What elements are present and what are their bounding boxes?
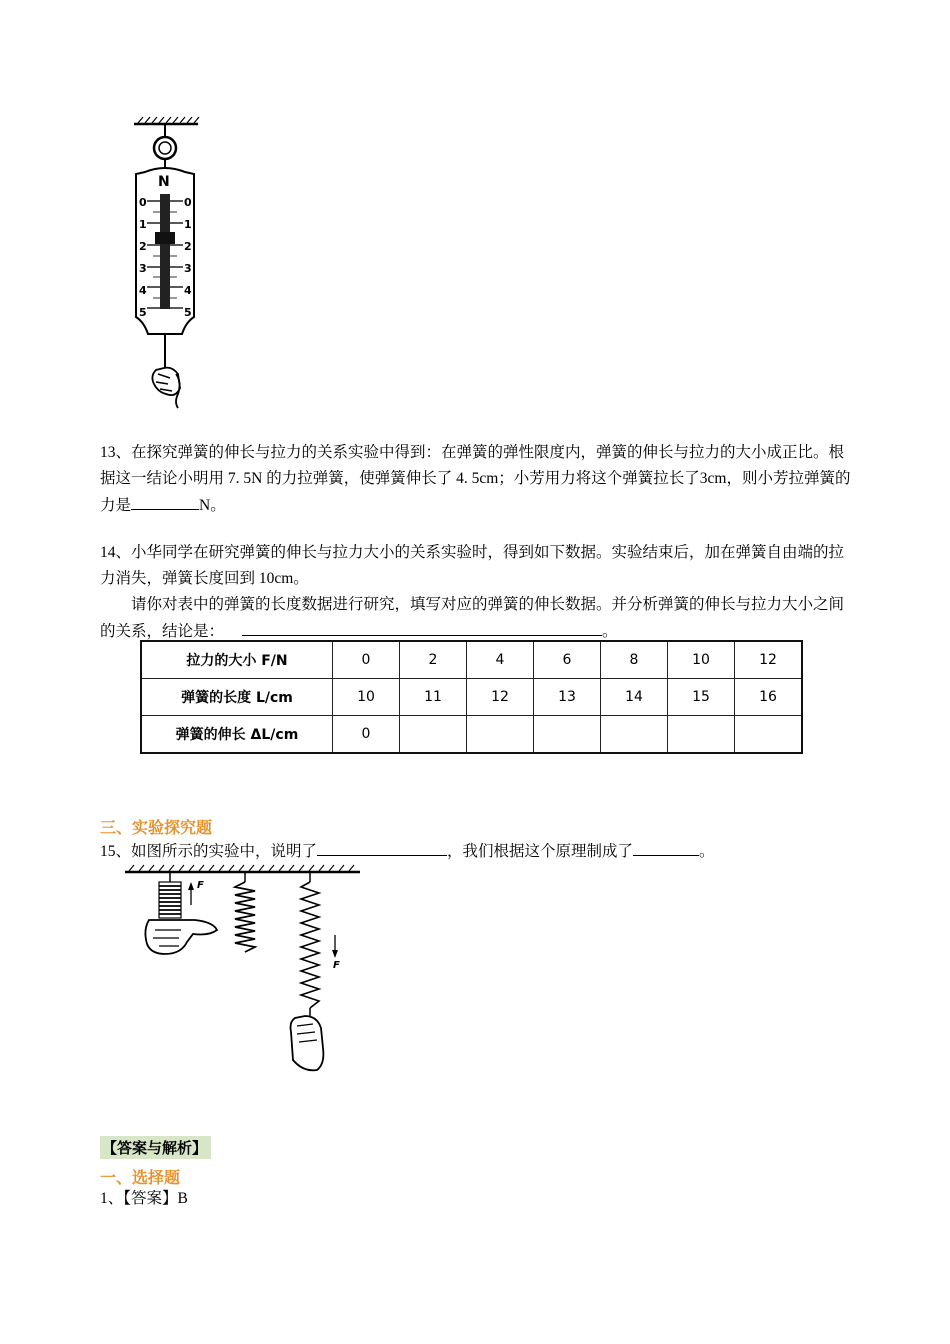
row-header-length: 弹簧的长度 L/cm [141,679,333,716]
question-15-prefix: 15、如图所示的实验中，说明了 [100,843,318,860]
table-cell-blank[interactable] [601,716,668,754]
data-table [140,640,803,754]
table-cell: 11 [400,679,467,716]
spring-scale-figure [120,112,220,412]
scale-right-4: 4 [184,284,192,297]
table-cell: 13 [534,679,601,716]
scale-left-numbers [139,192,147,324]
row-header-force: 拉力的大小 F/N [141,641,333,679]
answer-blank-15a[interactable] [317,838,447,856]
scale-right-1: 1 [184,218,192,231]
scale-right-3: 3 [184,262,192,275]
scale-left-3: 3 [139,262,147,275]
scale-left-0: 0 [139,196,147,209]
answer-1: 1、【答案】B [100,1190,188,1207]
answer-blank-14[interactable] [242,618,602,636]
question-14-text: 14、小华同学在研究弹簧的伸长与拉力大小的关系实验时，得到如下数据。实验结束后，加在弹簧自由端的拉力消失，弹簧长度回到 10cm。 [100,544,845,587]
table-cell: 2 [400,641,467,679]
scale-unit-label: N [158,174,170,190]
table-cell-blank[interactable] [534,716,601,754]
table-cell: 14 [601,679,668,716]
question-15-end: 。 [699,843,715,860]
row-header-extension: 弹簧的伸长 ΔL/cm [141,716,333,754]
scale-left-5: 5 [139,306,147,319]
section-3-heading: 三、实验探究题 [100,818,213,837]
table-cell: 4 [467,641,534,679]
table-cell: 6 [534,641,601,679]
question-13-suffix: N。 [199,497,226,514]
question-14-instruction [100,592,852,645]
table-cell: 10 [333,679,400,716]
answer-blank-13[interactable] [131,492,199,510]
scale-left-4: 4 [139,284,147,297]
question-14-end: 。 [602,623,618,640]
scale-right-2: 2 [184,240,192,253]
table-cell: 15 [668,679,735,716]
table-cell: 0 [333,641,400,679]
table-cell: 12 [735,641,803,679]
force-label-up: F [197,880,204,891]
table-cell: 16 [735,679,803,716]
question-14 [100,540,852,645]
scale-right-numbers [184,192,192,324]
table-cell: 0 [333,716,400,754]
table-cell-blank[interactable] [735,716,803,754]
table-cell-blank[interactable] [467,716,534,754]
table-cell-blank[interactable] [400,716,467,754]
table-cell: 8 [601,641,668,679]
table-cell: 12 [467,679,534,716]
table-row [141,679,802,716]
table-cell-blank[interactable] [668,716,735,754]
answers-tag: 【答案与解析】 [100,1136,211,1159]
table-cell: 10 [668,641,735,679]
question-15-middle: ，我们根据这个原理制成了 [447,843,634,860]
answers-section-1-heading: 一、选择题 [100,1168,181,1187]
scale-right-5: 5 [184,306,192,319]
scale-left-2: 2 [139,240,147,253]
question-13 [100,440,852,519]
answer-blank-15b[interactable] [633,838,699,856]
table-row [141,716,802,754]
scale-left-1: 1 [139,218,147,231]
table-row [141,641,802,679]
force-label-down: F [333,960,340,971]
question-13-text: 13、在探究弹簧的伸长与拉力的关系实验中得到：在弹簧的弹性限度内，弹簧的伸长与拉力的大小成正比。根据这一结论小明用 7. 5N 的力拉弹簧，使弹簧伸长了 4. 5cm；小芳用力将这个弹簧拉长了3cm，则小芳拉弹簧的力是 [100,444,851,514]
scale-right-0: 0 [184,196,192,209]
springs-figure [125,860,365,1075]
question-14-instruction-text: 请你对表中的弹簧的长度数据进行研究，填写对应的弹簧的伸长数据。并分析弹簧的伸长与拉力大小之间的关系，结论是： [100,596,845,640]
